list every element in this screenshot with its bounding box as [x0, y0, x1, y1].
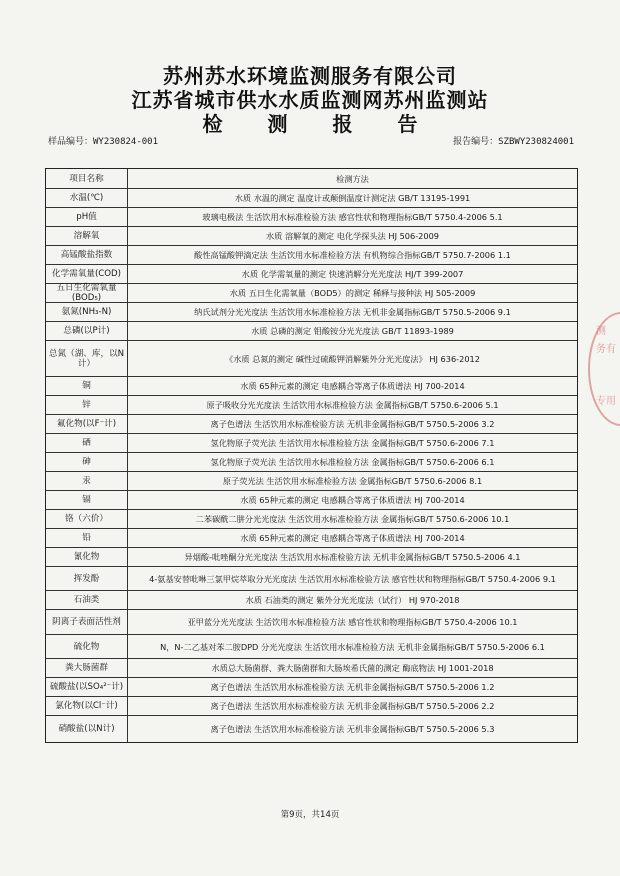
table-row [46, 697, 577, 716]
station-title: 江苏省城市供水水质监测网苏州监测站 [131, 88, 489, 112]
method-cell: 离子色谱法 生活饮用水标准检验方法 无机非金属指标GB/T 5750.5-2006 3.2 [210, 419, 495, 429]
item-name-cell: 铜 [46, 377, 128, 395]
table-row [46, 529, 577, 548]
method-cell: 酸性高锰酸钾滴定法 生活饮用水标准检验方法 有机物综合指标GB/T 5750.7-2006 1.1 [194, 250, 511, 260]
item-name-cell: 高锰酸盐指数 [46, 246, 128, 264]
table-row [46, 322, 577, 341]
table-row [46, 491, 577, 510]
table-row [46, 284, 577, 303]
item-name-cell: 硒 [46, 434, 128, 452]
item-name-cell: 总磷(以P计) [46, 322, 128, 340]
table-row [46, 567, 577, 591]
item-name-cell: 氰化物 [46, 548, 128, 566]
method-cell: 氢化物原子荧光法 生活饮用水标准检验方法 金属指标GB/T 5750.6-2006 6.1 [210, 457, 495, 467]
sample-number: 样品编号：WY230824-001 [48, 137, 159, 147]
table-row [46, 716, 577, 742]
method-cell: 原子吸收分光光度法 生活饮用水标准检验方法 金属指标GB/T 5750.6-2006 5.1 [206, 400, 499, 410]
item-name-cell: 汞 [46, 472, 128, 490]
header-method: 检测方法 [336, 173, 369, 184]
item-name-cell: 粪大肠菌群 [46, 659, 128, 677]
page-number: 第9页，共14页 [280, 810, 340, 820]
method-cell: 纳氏试剂分光光度法 生活饮用水标准检验方法 无机非金属指标GB/T 5750.5-2006 9.1 [194, 307, 511, 317]
method-cell: 玻璃电极法 生活饮用水标准检验方法 感官性状和物理指标GB/T 5750.4-2006 5.1 [202, 212, 503, 222]
method-cell: 氢化物原子荧光法 生活饮用水标准检验方法 金属指标GB/T 5750.6-2006 7.1 [210, 438, 495, 448]
method-cell: 水质 石油类的测定 紫外分光光度法（试行） HJ 970-2018 [245, 595, 460, 605]
report-title: 检 测 报 告 [202, 112, 418, 136]
item-name-cell: 硫化物 [46, 635, 128, 658]
method-cell: 水质 总磷的测定 钼酸铵分光光度法 GB/T 11893-1989 [251, 326, 454, 336]
item-name-cell: 挥发酚 [46, 567, 128, 590]
table-row [46, 303, 577, 322]
item-name-cell: 锌 [46, 396, 128, 414]
method-cell: 亚甲蓝分光光度法 生活饮用水标准检验方法 感官性状和物理指标GB/T 5750.4-2006 10.1 [187, 617, 518, 627]
method-cell: 《水质 总氮的测定 碱性过硫酸钾消解紫外分光光度法》 HJ 636-2012 [225, 353, 480, 364]
item-name-cell: 镉 [46, 491, 128, 509]
item-name-cell: 水温(℃) [46, 189, 128, 207]
method-cell: 水质 化学需氧量的测定 快速消解分光光度法 HJ/T 399-2007 [241, 269, 464, 279]
stamp-char: 测 [596, 326, 606, 337]
table-row [46, 396, 577, 415]
method-cell: 4-氨基安替吡啉三氯甲烷萃取分光光度法 生活饮用水标准检验方法 感官性状和物理指标GB/T 5750.4-2006 9.1 [149, 573, 556, 584]
item-name-cell: 溶解氧 [46, 227, 128, 245]
item-name-cell: 阴离子表面活性剂 [46, 610, 128, 634]
table-row [46, 678, 577, 697]
table-row [46, 635, 577, 659]
table-row [46, 227, 577, 246]
table-row [46, 341, 577, 377]
method-cell: 离子色谱法 生活饮用水标准检验方法 无机非金属指标GB/T 5750.5-2006 2.2 [210, 701, 495, 711]
table-row [46, 246, 577, 265]
table-row [46, 377, 577, 396]
header-item: 项目名称 [46, 169, 128, 188]
method-cell: 水质 65种元素的测定 电感耦合等离子体质谱法 HJ 700-2014 [240, 533, 465, 543]
method-cell: N，N-二乙基对苯二胺DPD 分光光度法 生活饮用水标准检验方法 无机非金属指标GB/T 5750.5-2006 6.1 [160, 641, 545, 652]
table-row [46, 189, 577, 208]
method-cell: 离子色谱法 生活饮用水标准检验方法 无机非金属指标GB/T 5750.5-2006 1.2 [210, 682, 495, 692]
table-row [46, 610, 577, 635]
item-name-cell: pH值 [46, 208, 128, 226]
company-title: 苏州苏水环境监测服务有限公司 [163, 64, 457, 88]
table-row [46, 415, 577, 434]
method-cell: 离子色谱法 生活饮用水标准检验方法 无机非金属指标GB/T 5750.5-2006 5.3 [210, 724, 495, 734]
item-name-cell: 五日生化需氧量(BOD₅) [46, 284, 128, 302]
table-row [46, 591, 577, 610]
table-row [46, 548, 577, 567]
stamp-char: 专用 [596, 396, 616, 407]
method-table [45, 168, 578, 743]
table-row [46, 472, 577, 491]
table-row [46, 453, 577, 472]
method-cell: 水质 水温的测定 温度计或颠倒温度计测定法 GB/T 13195-1991 [234, 193, 471, 203]
item-name-cell: 化学需氧量(COD) [46, 265, 128, 283]
item-name-cell: 硝酸盐(以N计) [46, 716, 128, 742]
item-name-cell: 氨氮(NH₃-N) [46, 303, 128, 321]
table-row [46, 434, 577, 453]
item-name-cell: 硫酸盐(以SO₄²⁻计) [46, 678, 128, 696]
method-cell: 二苯碳酰二肼分光光度法 生活饮用水标准检验方法 金属指标GB/T 5750.6-2006 10.1 [195, 514, 510, 524]
table-row [46, 659, 577, 678]
item-name-cell: 氯化物(以Cl⁻计) [46, 697, 128, 715]
item-name-cell: 总氮（湖、库，以N计） [46, 341, 128, 376]
item-name-cell: 铅 [46, 529, 128, 547]
method-cell: 原子荧光法 生活饮用水标准检验方法 金属指标GB/T 5750.6-2006 8.1 [222, 476, 483, 486]
table-header-row [46, 169, 577, 189]
method-cell: 水质 65种元素的测定 电感耦合等离子体质谱法 HJ 700-2014 [240, 495, 465, 505]
method-cell: 水质 溶解氧的测定 电化学探头法 HJ 506-2009 [265, 231, 440, 241]
method-cell: 异烟酸-吡唑酮分光光度法 生活饮用水标准检验方法 无机非金属指标GB/T 5750.5-2006 4.1 [184, 552, 521, 562]
item-name-cell: 铬（六价） [46, 510, 128, 528]
item-name-cell: 石油类 [46, 591, 128, 609]
method-cell: 水质总大肠菌群、粪大肠菌群和大肠埃希氏菌的测定 酶底物法 HJ 1001-2018 [211, 663, 494, 673]
method-cell: 水质 五日生化需氧量（BOD5）的测定 稀释与接种法 HJ 505-2009 [229, 288, 476, 298]
table-row [46, 510, 577, 529]
table-row [46, 208, 577, 227]
table-row [46, 265, 577, 284]
report-number: 报告编号：SZBWY230824001 [453, 137, 574, 147]
stamp-char: 务有 [596, 344, 616, 355]
method-cell: 水质 65种元素的测定 电感耦合等离子体质谱法 HJ 700-2014 [240, 381, 465, 391]
item-name-cell: 砷 [46, 453, 128, 471]
item-name-cell: 氟化物(以F⁻计) [46, 415, 128, 433]
